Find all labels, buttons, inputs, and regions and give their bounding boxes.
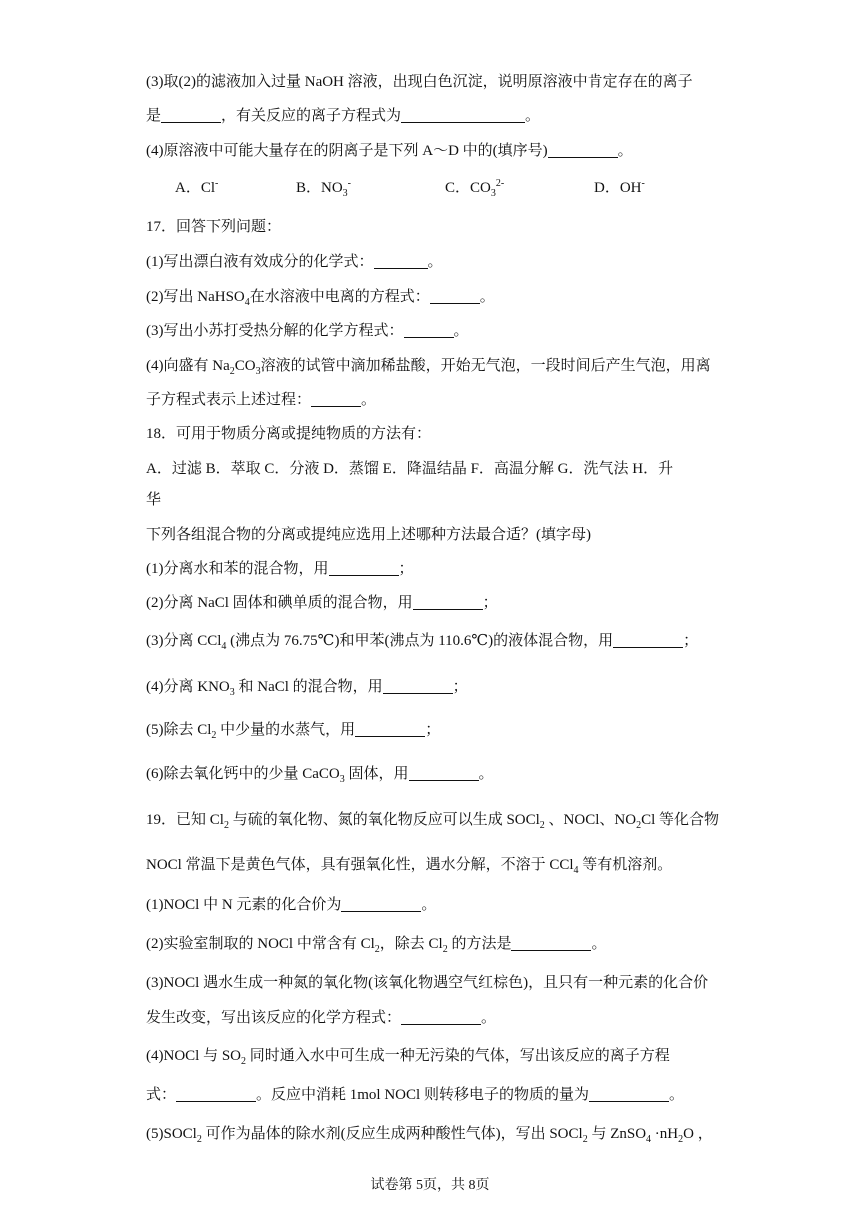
q18-part5: (5)除去 $Cl_2$ 中少量的水蒸气，用 ； xyxy=(146,722,441,741)
q19-part4-line2: 式： 。反应中消耗 1mol NOCl 则转移电子的物质的量为 。 xyxy=(146,1087,684,1103)
q18-methods: A．过滤 B．萃取 C．分液 D．蒸馏 E．降温结晶 F．高温分解 G．洗气法 H．升 xyxy=(146,461,674,477)
q16-part3-line2 xyxy=(146,106,540,126)
q18-part3: (3)分离 CCl$_4$ (沸点为 76.75℃)和甲苯(沸点为 110.6℃)的液体混合物，用 ； xyxy=(146,633,699,652)
q16-part4-text: (4)原溶液中可能大量存在的阴离子是下列 A～D 中的(填序号) xyxy=(146,143,548,159)
q18-methods-cont: 华 xyxy=(146,492,162,508)
answer-blank[interactable] xyxy=(430,288,480,304)
answer-blank[interactable] xyxy=(401,1009,481,1025)
option-c: C．$CO_3^{2-}$ xyxy=(445,178,505,199)
q19-intro-line1: 19．已知 $Cl_2$ 与硫的氧化物、氮的氧化物反应可以生成 SOCl$_2$ 、NOCl、$NO_2Cl$ 等化合物 xyxy=(146,812,719,831)
punct: 。 xyxy=(525,108,541,124)
q19-part3-line2: 发生改变，写出该反应的化学方程式： 。 xyxy=(146,1010,497,1026)
q18-part2: (2)分离 NaCl 固体和碘单质的混合物，用 ； xyxy=(146,595,498,611)
answer-blank[interactable] xyxy=(329,560,399,576)
answer-blank[interactable] xyxy=(613,632,683,648)
answer-blank[interactable] xyxy=(511,935,591,951)
q19-part3-line1: (3)NOCl 遇水生成一种氮的氧化物(该氧化物遇空气红棕色)，且只有一种元素的化合价 xyxy=(146,975,709,991)
answer-blank[interactable] xyxy=(176,1086,256,1102)
q19-part4-line1: (4)NOCl 与 $SO_2$ 同时通入水中可生成一种无污染的气体，写出该反应的离子方程 xyxy=(146,1048,670,1067)
answer-blank[interactable] xyxy=(383,678,453,694)
answer-blank[interactable] xyxy=(548,142,618,158)
answer-blank[interactable] xyxy=(161,107,221,123)
q19-intro-line2: NOCl 常温下是黄色气体，具有强氧化性，遇水分解，不溶于 CCl$_4$ 等有机溶剂。 xyxy=(146,857,673,876)
q16-part4 xyxy=(146,141,633,161)
q17-part1: (1)写出漂白液有效成分的化学式： 。 xyxy=(146,254,443,270)
q17-part4-line1: (4)向盛有 $Na_2CO_3$溶液的试管中滴加稀盐酸，开始无气泡，一段时间后产生气泡，用离 xyxy=(146,358,711,377)
answer-blank[interactable] xyxy=(355,721,425,737)
answer-blank[interactable] xyxy=(589,1086,669,1102)
option-a: A．Cl- xyxy=(175,178,219,196)
answer-blank[interactable] xyxy=(409,765,479,781)
q18-part4: (4)分离 $KNO_3$ 和 NaCl 的混合物，用 ； xyxy=(146,679,468,698)
option-b: B．$NO_3^-$ xyxy=(296,178,352,199)
page-footer: 试卷第 5页，共 8页 xyxy=(370,1178,490,1193)
q18-part6: (6)除去氧化钙中的少量 CaCO$_3$ 固体，用 。 xyxy=(146,766,494,785)
answer-blank[interactable] xyxy=(413,594,483,610)
q16-part3-text: 是 xyxy=(146,108,162,124)
q17-part2: (2)写出 NaHSO$_4$在水溶液中电离的方程式： 。 xyxy=(146,289,495,308)
answer-blank[interactable] xyxy=(404,322,454,338)
answer-blank[interactable] xyxy=(374,253,428,269)
q18-title: 18．可用于物质分离或提纯物质的方法有： xyxy=(146,426,432,442)
q16-part3-line1: (3)取(2)的滤液加入过量 NaOH 溶液，出现白色沉淀，说明原溶液中肯定存在的离子 xyxy=(146,74,693,90)
q18-instruction: 下列各组混合物的分离或提纯应选用上述哪种方法最合适？(填字母) xyxy=(146,527,591,543)
answer-blank[interactable] xyxy=(401,107,525,123)
q18-part1: (1)分离水和苯的混合物，用 ； xyxy=(146,561,414,577)
option-d: D．OH- xyxy=(594,178,645,196)
q16-part3-text: ，有关反应的离子方程式为 xyxy=(221,108,402,124)
answer-blank[interactable] xyxy=(341,896,421,912)
q19-part1: (1)NOCl 中 N 元素的化合价为 。 xyxy=(146,897,437,913)
q19-part5-line1: (5)SOCl$_2$ 可作为晶体的除水剂(反应生成两种酸性气体)，写出 SOCl$_2$ 与 ZnSO$_4$ $\cdot nH_2O$ ， xyxy=(146,1126,713,1145)
answer-blank[interactable] xyxy=(311,391,361,407)
q17-part3: (3)写出小苏打受热分解的化学方程式： 。 xyxy=(146,323,469,339)
q17-title: 17．回答下列问题： xyxy=(146,219,282,235)
punct: 。 xyxy=(617,143,633,159)
q17-part4-line2: 子方程式表示上述过程： 。 xyxy=(146,392,377,408)
q19-part2: (2)实验室制取的 NOCl 中常含有 $Cl_2$，除去 $Cl_2$ 的方法是 。 xyxy=(146,936,607,955)
